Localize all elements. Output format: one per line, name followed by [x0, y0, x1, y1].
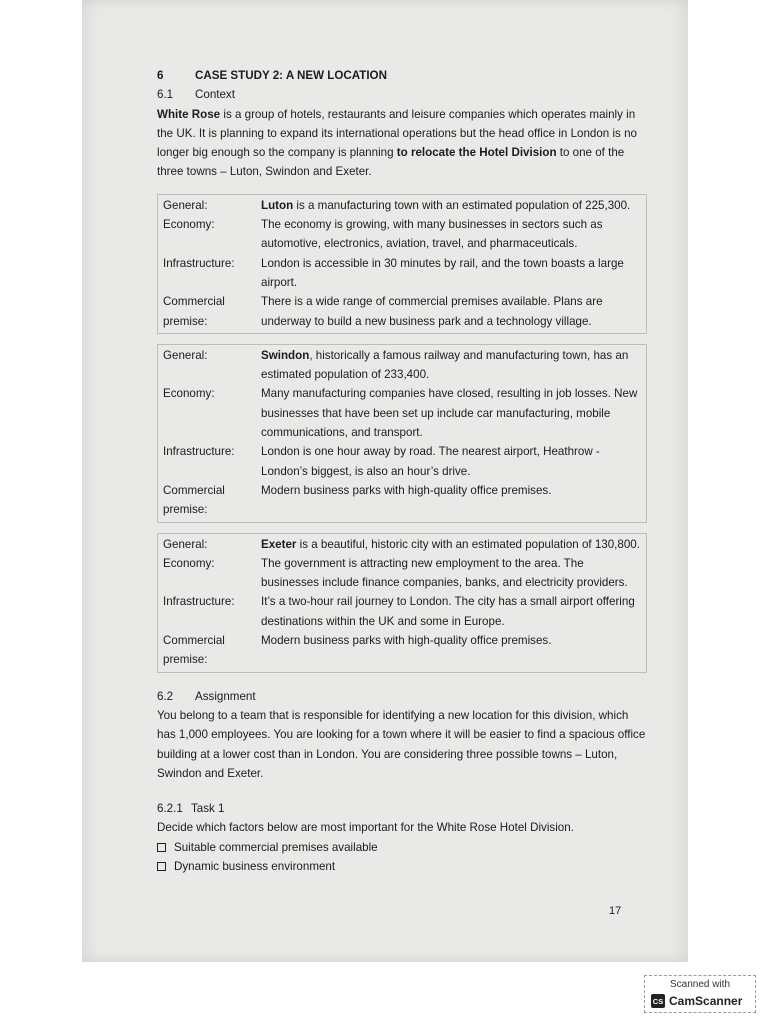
economy-label: Economy: — [163, 387, 215, 401]
infrastructure-label: Infrastructure: — [163, 256, 235, 270]
economy-label: Economy: — [163, 556, 215, 570]
general-label: General: — [163, 198, 208, 212]
general-detail: , historically a famous railway and manufacturing town, has an estimated population of 233,400. — [261, 348, 629, 382]
town-box-luton — [157, 194, 647, 334]
town-name: Exeter — [261, 537, 297, 551]
task1-instructions: Decide which factors below are most important for the White Rose Hotel Division. — [157, 821, 574, 835]
assignment-paragraph: You belong to a team that is responsible for identifying a new location for this division, which has 1,000 employees. You are looking for a town where it will be easier to find a spacious office building at a lower cost than in London. You are considering three possible towns – Luton, Swindon and Exeter. — [157, 708, 646, 780]
commercial-text: Modern business parks with high-quality office premises. — [261, 634, 552, 648]
camscanner-logo-icon: CS — [651, 994, 665, 1008]
general-label: General: — [163, 348, 208, 362]
commercial-row — [163, 631, 641, 670]
general-row — [163, 196, 641, 215]
infrastructure-row — [163, 442, 641, 481]
economy-text: The government is attracting new employment to the area. The businesses include finance companies, banks, and electricity providers. — [261, 556, 628, 590]
town-box-exeter — [157, 533, 647, 673]
document-content — [157, 66, 647, 876]
general-text — [261, 535, 641, 554]
economy-row — [163, 384, 641, 442]
commercial-label: Commercial premise: — [163, 295, 225, 328]
infrastructure-label: Infrastructure: — [163, 595, 235, 609]
economy-label: Economy: — [163, 218, 215, 232]
town-name: Swindon — [261, 348, 310, 362]
context-title: Context — [195, 88, 235, 102]
economy-row — [163, 215, 641, 254]
option-label: Dynamic business environment — [174, 859, 336, 873]
infrastructure-text: London is one hour away by road. The nearest airport, Heathrow - London’s biggest, is also an hour’s drive. — [261, 445, 600, 478]
assignment-number: 6.2 — [157, 689, 174, 703]
economy-text: The economy is growing, with many businesses in sectors such as automotive, electronics, aviation, travel, and pharmaceuticals. — [261, 218, 603, 251]
infrastructure-row — [163, 592, 641, 631]
general-text — [261, 196, 641, 215]
commercial-text: Modern business parks with high-quality office premises. — [261, 483, 552, 497]
commercial-row — [163, 481, 641, 520]
general-text — [261, 346, 641, 385]
infrastructure-text: It’s a two-hour rail journey to London. The city has a small airport offering destinations within the UK and some in Europe. — [261, 595, 635, 628]
commercial-label: Commercial premise: — [163, 483, 225, 517]
section-heading — [157, 66, 647, 85]
task1-title: Task 1 — [191, 802, 225, 816]
general-detail: is a manufacturing town with an estimated population of 225,300. — [293, 198, 631, 212]
context-text-1: is a group of hotels, restaurants and leisure companies which operates mainly in the UK. It is planning to expand its international operations but the head office in London is no longer big enough so the company is planning — [157, 107, 637, 160]
checkbox-icon[interactable] — [157, 862, 166, 871]
page-number: 17 — [609, 905, 622, 917]
task1-number: 6.2.1 — [157, 802, 183, 816]
economy-text: Many manufacturing companies have closed, resulting in job losses. New businesses that have been set up include car manufacturing, mobile communications, and transport. — [261, 387, 638, 440]
commercial-label: Commercial premise: — [163, 634, 225, 667]
general-row — [163, 346, 641, 385]
task1-option-business[interactable] — [157, 857, 647, 876]
infrastructure-text: London is accessible in 30 minutes by rail, and the town boasts a large airport. — [261, 256, 624, 289]
relocation-phrase: to relocate the Hotel Division — [396, 146, 557, 160]
camscanner-brand — [651, 994, 742, 1008]
scanned-with-text: Scanned with — [669, 979, 731, 990]
camscanner-badge — [644, 975, 756, 1013]
town-box-swindon — [157, 344, 647, 523]
task1-option-premises[interactable] — [157, 838, 647, 857]
assignment-heading — [157, 687, 647, 706]
context-paragraph — [157, 105, 647, 182]
checkbox-icon[interactable] — [157, 843, 166, 852]
town-name: Luton — [261, 198, 294, 212]
general-label: General: — [163, 537, 208, 551]
context-heading — [157, 85, 647, 104]
option-label: Suitable commercial premises available — [174, 840, 378, 854]
context-text-2: to one of the three towns – Luton, Swindon and Exeter. — [157, 146, 625, 179]
economy-row — [163, 554, 641, 593]
infrastructure-row — [163, 254, 641, 293]
company-name: White Rose — [157, 107, 221, 121]
context-number: 6.1 — [157, 88, 174, 102]
commercial-text: There is a wide range of commercial premises available. Plans are underway to build a new business park and a technology village. — [261, 295, 603, 328]
infrastructure-label: Infrastructure: — [163, 445, 235, 459]
commercial-row — [163, 292, 641, 331]
camscanner-name: CamScanner — [669, 994, 743, 1008]
assignment-title: Assignment — [195, 689, 256, 703]
general-detail: is a beautiful, historic city with an estimated population of 130,800. — [296, 537, 640, 551]
task1-heading — [157, 799, 647, 818]
general-row — [163, 535, 641, 554]
section-number: 6 — [157, 69, 164, 82]
section-title: CASE STUDY 2: A NEW LOCATION — [195, 69, 387, 82]
